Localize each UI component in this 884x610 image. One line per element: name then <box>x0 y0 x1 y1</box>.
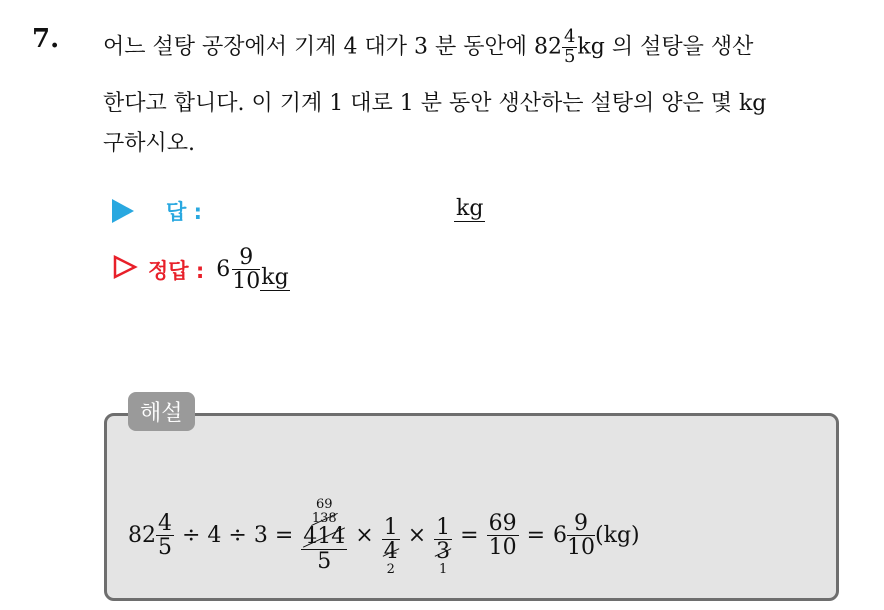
correct-answer-row <box>112 246 290 293</box>
eq-times: × <box>355 522 374 548</box>
eq-frac-4 <box>434 516 452 577</box>
eq-division: ÷ 4 ÷ 3 = <box>182 522 294 548</box>
fraction <box>232 246 260 293</box>
fraction-numerator: 4 <box>158 510 172 536</box>
fraction-numerator: 414 <box>303 524 346 550</box>
question-number: 7. <box>32 24 60 54</box>
cancel-result: 1 <box>439 562 448 578</box>
answer-row <box>112 196 484 226</box>
eq-frac-2 <box>301 498 347 572</box>
explanation-tab: 해설 <box>128 392 195 431</box>
correct-answer-value <box>216 246 289 293</box>
eq-frac-5 <box>487 512 519 559</box>
fraction-numerator: 9 <box>567 512 595 536</box>
fraction-denominator: 5 <box>158 534 172 560</box>
mixed-number-fraction <box>562 28 577 67</box>
cancel-result-2: 69 <box>316 497 333 513</box>
cancel-result-1: 138 <box>311 510 337 526</box>
fraction-denominator: 5 <box>563 45 576 67</box>
answer-label: 답 : <box>166 200 202 224</box>
unit: kg <box>261 264 289 290</box>
fraction-denominator: 10 <box>232 269 261 295</box>
question-line-1 <box>103 28 753 67</box>
fraction-numerator: 4 <box>563 26 576 47</box>
fraction-denominator: 3 <box>436 539 451 565</box>
question-text-a: 어느 설탕 공장에서 기계 4 대가 3 분 동안에 82 <box>103 34 562 60</box>
question-text-b: kg 의 설탕을 생산 <box>577 34 754 60</box>
outline-triangle-icon <box>112 254 138 286</box>
fraction-denominator: 4 <box>383 539 398 565</box>
fraction-numerator: 1 <box>383 515 398 540</box>
fraction-denominator: 5 <box>317 548 332 574</box>
fraction-denominator: 10 <box>567 534 596 560</box>
fraction-numerator: 69 <box>488 510 517 536</box>
fraction-numerator: 9 <box>232 246 260 270</box>
correct-answer-label: 정답 : <box>148 258 205 283</box>
cancel-result: 2 <box>386 562 395 578</box>
eq-whole: 82 <box>128 522 156 548</box>
whole-part: 6 <box>216 257 231 283</box>
eq-times: × <box>407 522 427 548</box>
eq-frac-3 <box>382 516 400 577</box>
eq-result-whole: 6 <box>553 522 568 548</box>
play-triangle-icon <box>112 199 134 223</box>
answer-blank[interactable]: kg <box>456 196 484 221</box>
eq-equals: = <box>526 522 546 548</box>
eq-frac-1 <box>156 512 174 559</box>
fraction-denominator: 10 <box>488 534 517 560</box>
explanation-equation <box>128 494 640 577</box>
question-line-3: 구하시오. <box>103 131 196 156</box>
question-line-2: 한다고 합니다. 이 기계 1 대로 1 분 동안 생산하는 설탕의 양은 몇 kg <box>103 91 767 116</box>
eq-result-unit: (kg) <box>595 522 640 548</box>
eq-result-frac <box>567 512 595 559</box>
eq-equals: = <box>460 522 479 548</box>
fraction-numerator: 1 <box>436 515 451 540</box>
